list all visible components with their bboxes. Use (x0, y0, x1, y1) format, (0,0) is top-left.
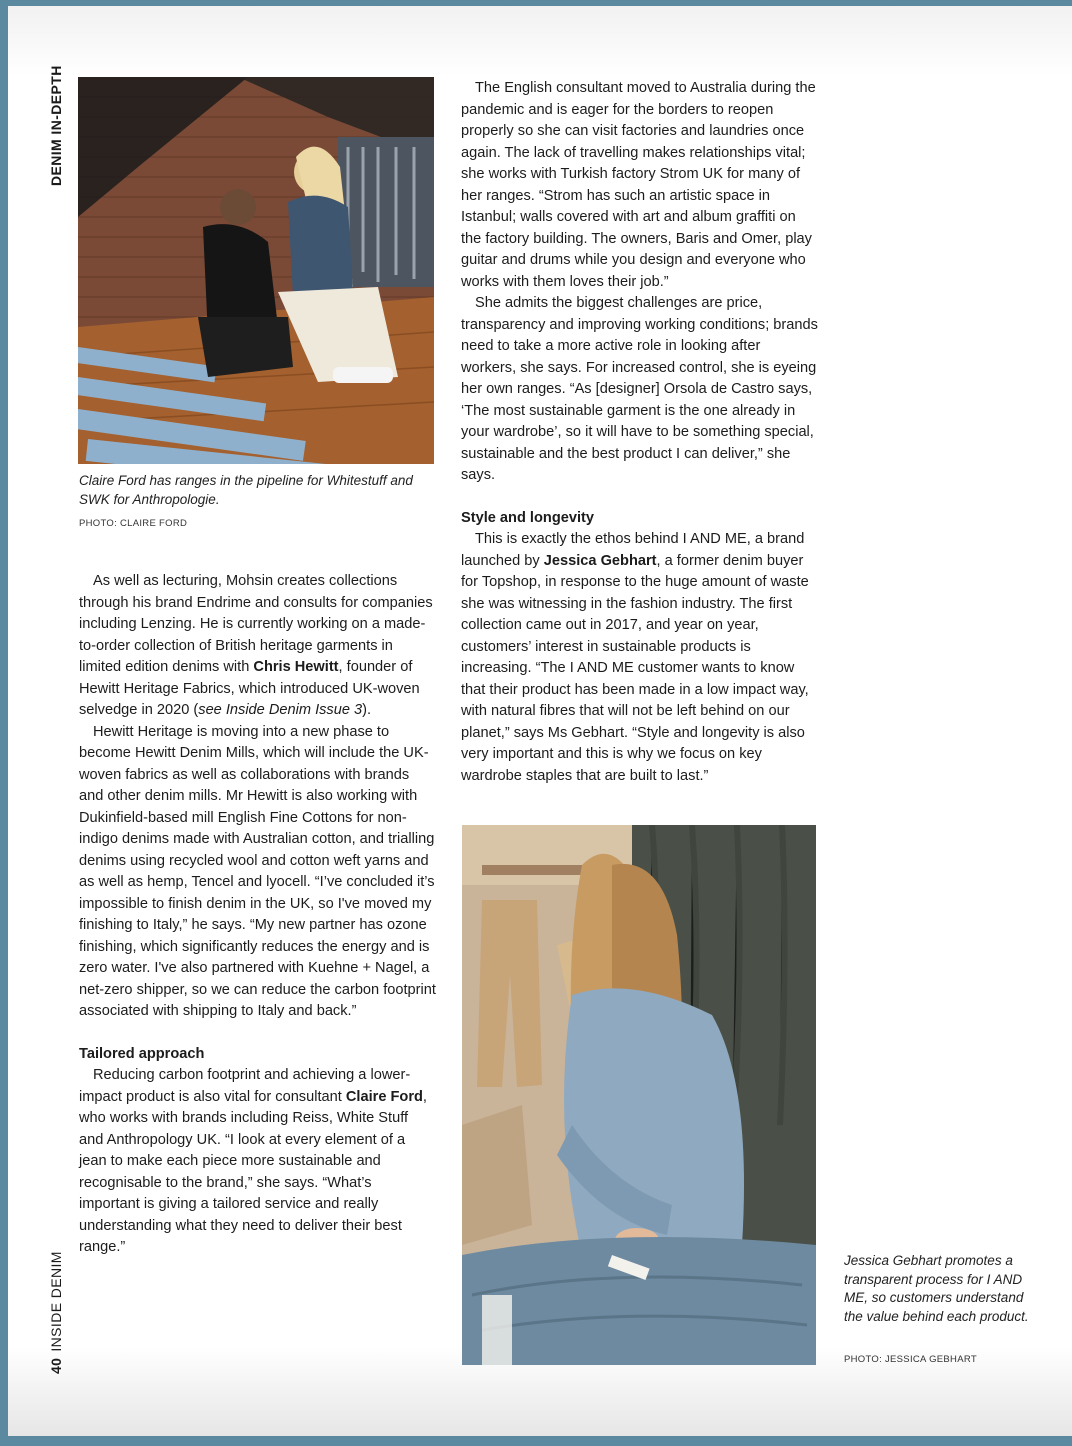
person-name: Claire Ford (345, 1088, 423, 1105)
page-number: 40 (48, 1357, 64, 1374)
left-column (79, 571, 436, 1259)
right-column (461, 78, 819, 787)
body-paragraph: As well as lecturing, Mohsin creates collections through his brand Endrime and consults for companies including Lenzing. He is currently working on a made-to-order collection of British heritage garments in limited edition denims with Chris Hewitt, founder of Hewitt Heritage Fabrics, which introduced UK-woven selvedge in 2020 (see Inside Denim Issue 3). (79, 573, 433, 718)
body-paragraph: Reducing carbon footprint and achieving a lower-impact product is also vital for consultant Claire Ford, who works with brands including Reiss, White Stuff and Anthropology UK. “I look at every element of a jean to make each piece more sustainable and recognisable to the brand,” she says. “What’s important is giving a tailored service and really understanding what they need to deliver their best range.” (79, 1067, 427, 1255)
photo-claire-ford-illustration (78, 77, 434, 464)
photo-claire-ford-credit: PHOTO: CLAIRE FORD (79, 518, 188, 529)
body-paragraph: Hewitt Heritage is moving into a new phase to become Hewitt Denim Mills, which will include the UK-woven fabrics as well as collaborations with brands and other denim mills. Mr Hewitt is also working with Dukinfield-based mill English Fine Cottons for non-indigo denims made with Australian cotton, and trialling denims using recycled wool and cotton weft yarns and as well as hemp, Tencel and lyocell. “I’ve concluded it’s impossible to finish denim in the UK, so I've moved my finishing to Italy,” he says. “My new partner has ozone finishing, which significantly reduces the energy and is zero water. I've also partnered with Kuehne + Nagel, a net-zero shipper, so we can reduce the carbon footprint associated with shipping to Italy and back.” (79, 723, 436, 1019)
photo-claire-ford-caption: Claire Ford has ranges in the pipeline for Whitestuff and SWK for Anthropologie. (79, 473, 413, 507)
body-paragraph: This is exactly the ethos behind I AND ME, a brand launched by Jessica Gebhart, a former denim buyer for Topshop, in response to the huge amount of waste she was witnessing in the fashion industry. The first collection came out in 2017, and year on year, customers’ interest in sustainable products is increasing. “The I AND ME customer wants to know that their product has been made in a low impact way, with natural fibres that will not be left behind on our planet,” says Ms Gebhart. “Style and longevity is also very important and this is why we focus on key wardrobe staples that are built to last.” (461, 531, 809, 784)
photo-jessica-gebhart-illustration (462, 825, 816, 1365)
body-paragraph: She admits the biggest challenges are price, transparency and improving working conditions; brands need to take a more active role in looking after workers, she says. For increased control, she is eyeing her own ranges. “As [designer] Orsola de Castro says, ‘The most sustainable garment is the one already in your wardrobe’, so it will have to be something special, sustainable and the best product I can deliver,” she says. (461, 295, 818, 483)
section-label: DENIM IN-DEPTH (48, 65, 64, 186)
folio (48, 1251, 64, 1374)
person-name: Chris Hewitt (253, 659, 339, 675)
photo-jessica-gebhart-credit: PHOTO: JESSICA GEBHART (844, 1354, 977, 1365)
issue-reference: see Inside Denim Issue 3 (198, 702, 363, 718)
body-paragraph: The English consultant moved to Australia during the pandemic and is eager for the borders to reopen properly so she can visit factories and laundries once again. The lack of travelling makes relationships vital; she works with Turkish factory Strom UK for many of her ranges. “Strom has such an artistic space in Istanbul; walls covered with art and album graffiti on the factory building. The owners, Baris and Omer, play guitar and drums while you design and everyone who works with them loves their job.” (461, 80, 816, 290)
photo-claire-ford (78, 77, 434, 464)
subheading: Style and longevity (461, 509, 594, 526)
subheading: Tailored approach (79, 1045, 205, 1062)
magazine-page (8, 6, 1072, 1436)
photo-jessica-gebhart (462, 825, 816, 1365)
publication-name: INSIDE DENIM (48, 1251, 64, 1352)
person-name: Jessica Gebhart (543, 552, 657, 569)
photo-jessica-gebhart-caption: Jessica Gebhart promotes a transparent process for I AND ME, so customers understand the value behind each product. (844, 1253, 1029, 1325)
